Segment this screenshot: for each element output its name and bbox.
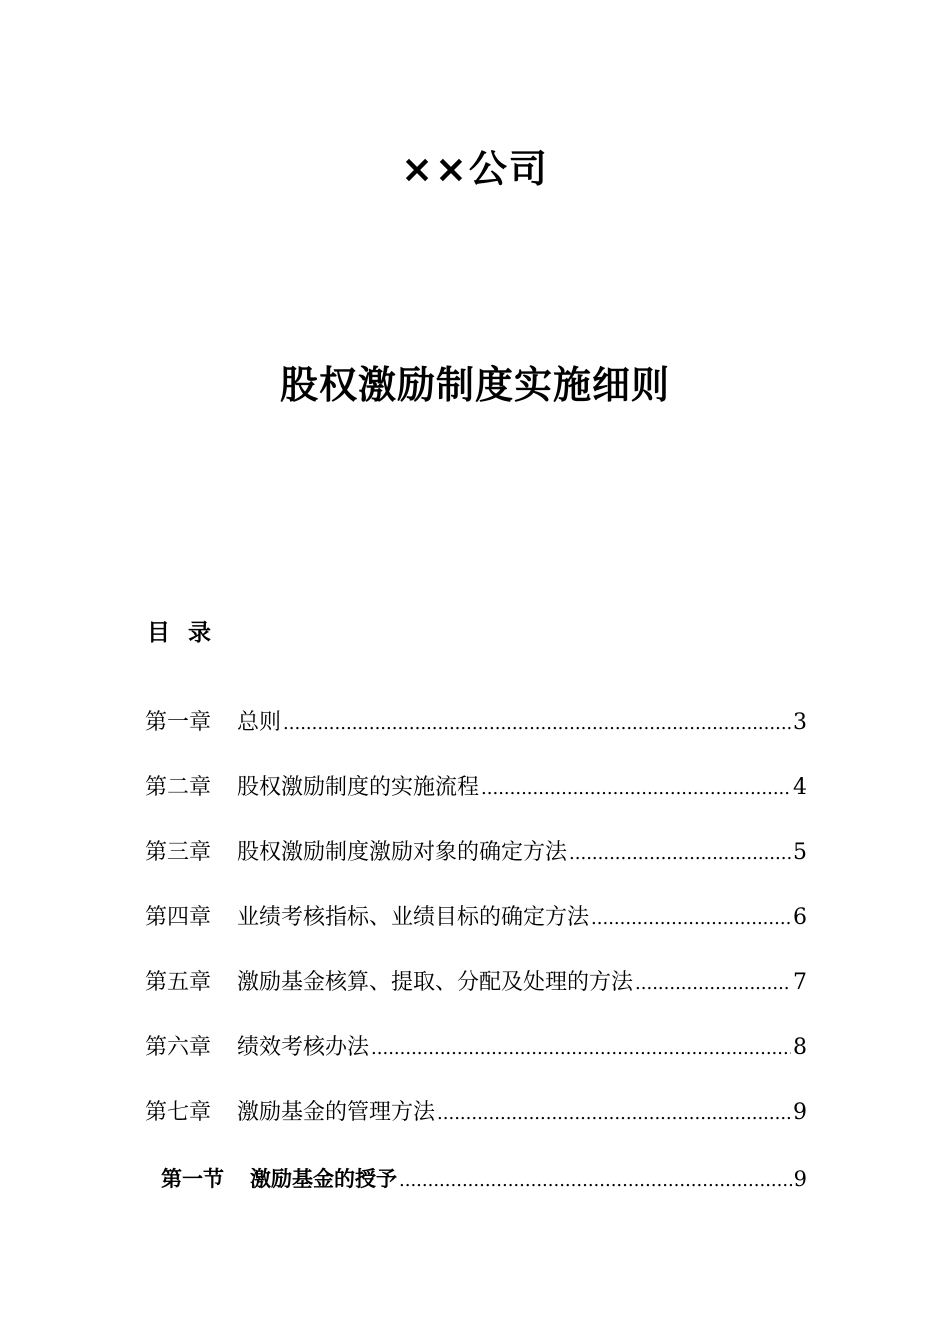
toc-entry-chapter-2[interactable] [145, 773, 807, 804]
toc-dot-leader [371, 1034, 791, 1064]
toc-entry-page: 6 [793, 905, 807, 930]
toc-dot-leader [635, 969, 791, 999]
toc-entry-section-1[interactable] [161, 1164, 807, 1196]
toc-entry-number: 第七章 [145, 1100, 212, 1125]
toc-entry-title: 激励基金的授予 [250, 1166, 397, 1191]
toc-entry-page: 3 [793, 710, 807, 735]
toc-entry-title: 激励基金的管理方法 [237, 1100, 436, 1125]
toc-entry-title: 股权激励制度的实施流程 [237, 775, 480, 800]
toc-entry-number: 第三章 [145, 840, 212, 865]
toc-entry-chapter-3[interactable] [145, 838, 807, 869]
toc-heading: 目录 [147, 620, 229, 646]
toc-entry-number: 第五章 [145, 970, 212, 995]
toc-entry-number: 第一节 [161, 1166, 224, 1191]
toc-entry-page: 9 [793, 1100, 807, 1125]
toc-dot-leader [569, 839, 791, 869]
toc-dot-leader [481, 774, 791, 804]
toc-entry-title: 股权激励制度激励对象的确定方法 [237, 840, 568, 865]
toc-entry-page: 9 [793, 1167, 807, 1191]
company-name: ××公司 [401, 147, 549, 191]
toc-entry-chapter-7[interactable] [145, 1098, 807, 1129]
toc-entry-chapter-6[interactable] [145, 1033, 807, 1064]
toc-dot-leader [399, 1166, 792, 1196]
document-title: 股权激励制度实施细则 [279, 363, 670, 407]
toc-entry-number: 第四章 [145, 905, 212, 930]
toc-entry-number: 第六章 [145, 1035, 212, 1060]
toc-entry-title: 业绩考核指标、业绩目标的确定方法 [237, 905, 590, 930]
toc-entry-number: 第一章 [145, 710, 212, 735]
toc-dot-leader [283, 709, 791, 739]
toc-entry-page: 4 [793, 775, 807, 800]
toc-entry-title: 激励基金核算、提取、分配及处理的方法 [237, 970, 634, 995]
toc-entry-chapter-4[interactable] [145, 903, 807, 934]
toc-entry-page: 5 [793, 840, 807, 865]
toc-entry-page: 8 [793, 1035, 807, 1060]
toc-dot-leader [591, 904, 791, 934]
toc-entry-chapter-1[interactable] [145, 708, 807, 739]
toc-entry-chapter-5[interactable] [145, 968, 807, 999]
toc-entry-number: 第二章 [145, 775, 212, 800]
toc-dot-leader [437, 1099, 791, 1129]
toc-entry-title: 总则 [237, 710, 282, 735]
toc-entry-page: 7 [793, 970, 807, 995]
toc-entry-title: 绩效考核办法 [237, 1035, 370, 1060]
